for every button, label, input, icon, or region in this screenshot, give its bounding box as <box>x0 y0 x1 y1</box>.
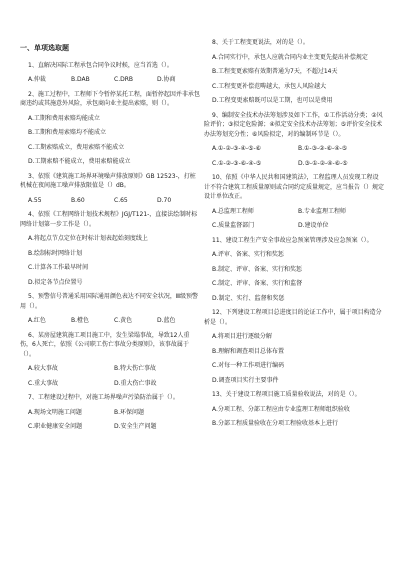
option: B.制定、评审、备案、实行和奖惩 <box>212 265 303 273</box>
question-1: 1、直解决国际工程承包合同争议时候，应当首选（）。 <box>28 61 173 69</box>
option: B.环保问题 <box>114 408 145 416</box>
option: A.合同实行中，承包人应就合同内业主变更先提出补偿规定 <box>212 53 368 61</box>
option: B.专业监理工程师 <box>298 207 347 215</box>
question-5-options <box>28 316 200 326</box>
option: A.将起点节点定位在时标计划表起始刻度线上 <box>28 235 148 242</box>
option: C.DRB <box>114 76 134 83</box>
option: C.对每一种工作项进行编码 <box>212 362 285 369</box>
option: D.安全生产问题 <box>114 423 157 430</box>
option: C.计算各工作最早时间 <box>28 264 89 271</box>
option: A.总监理工程师 <box>212 207 254 215</box>
option: D.70 <box>157 196 172 204</box>
question-7: 7、工程建设过程中，对施工场界噪声污染防治属于（）。 <box>28 394 179 401</box>
question-7-options-cd <box>28 422 200 432</box>
option: B.①-③-②-⑥-④-⑤ <box>298 145 348 152</box>
question-6-options-ab <box>28 364 200 374</box>
option: D.重大伤亡事故 <box>114 379 157 387</box>
option: D.工程变更索赔既可以是工期，也可以是费用 <box>212 97 333 104</box>
option: C.重大事故 <box>28 379 59 387</box>
option: D.工期索赔不能成立，费用索赔能成立 <box>28 158 131 165</box>
option: C.质量监督部门 <box>212 222 255 229</box>
question-1-options <box>28 75 200 85</box>
question-4: 4、依照《工程网络计划技术规程》JGJ/T121-，直接法绘制时标网络计划第一步工作是（）。 <box>20 211 198 228</box>
option: B.工程变更索赔有效期普通为7天，不超过14天 <box>212 68 338 75</box>
option: C.工程变更补偿范畴越大，承包人风险越大 <box>212 82 327 90</box>
question-2: 2、施工过程中，工程师下令暂停某托工程，面暂停起因并非承包商违约或其施意外风险，承包商向业主提出索赔，则（）。 <box>20 90 200 107</box>
option: B.DAB <box>71 76 90 83</box>
right-column <box>204 38 384 434</box>
option: C.职业健康安全问题 <box>28 423 83 430</box>
question-6: 6、某房屋建筑施工项目施工中，发生梁塌事故，导致12人重伤，6人死亡，依照《公司职工伤亡事故分类原则》，该事故属于（）。 <box>20 331 190 358</box>
question-8: 8、关于工程变更说法，对的是（）。 <box>212 39 309 46</box>
option: B.60 <box>71 196 85 204</box>
question-6-options-cd <box>28 379 200 389</box>
option: D.蓝色 <box>157 317 176 324</box>
section-title: 一、单项选取题 <box>20 44 69 52</box>
question-9-options-ab <box>212 144 384 154</box>
option: D.③-①-②-④-⑥-⑤ <box>298 159 348 167</box>
question-13: 13、关于建设工程项目施工质量验收说法，对的是（）。 <box>212 391 361 398</box>
option: D.协商 <box>157 76 176 83</box>
option: C.黄色 <box>114 317 133 324</box>
option: D.制定、实行、监督和奖惩 <box>212 294 285 302</box>
question-5: 5、预警信号普通采用国际通用颜色表达不同安全状况，Ⅲ级预警用（）。 <box>20 293 198 310</box>
option: A.工期和费用索赔均能成立 <box>28 114 100 122</box>
question-10-options-cd <box>212 221 384 231</box>
option: D.拟定各节点位置号 <box>28 278 83 286</box>
option: B.橙色 <box>71 317 90 324</box>
option: A.较大事故 <box>28 365 58 372</box>
option: A.仲裁 <box>28 76 46 83</box>
option: A.分项工程、分部工程应由专业监理工程师组织验收 <box>212 405 350 413</box>
option: D.调查项目实行主要事件 <box>212 376 279 384</box>
option: D.建设单位 <box>298 222 329 229</box>
option: B.理解和调查项目总体布置 <box>212 347 285 355</box>
option: A.55 <box>28 196 42 204</box>
option: C.65 <box>114 196 128 204</box>
question-3: 3、依照《建筑施工场界环境噪声排放原则》GB 12523-，打桩机械在夜间施工噪声排放限值是（）dB。 <box>20 172 196 189</box>
left-column <box>20 0 200 437</box>
option: B.绘制标时网络计划 <box>28 249 83 257</box>
option: A.评审、备案、实行和奖惩 <box>212 251 284 258</box>
question-3-options <box>28 196 200 206</box>
question-10: 10、依照《中华人民共和国建筑法》，工程监理人员发现工程设计不符合建筑工程质量原则或合同约定质量规定，应当报告（）规定设计单位改正。 <box>204 174 385 200</box>
option: B.特大伤亡事故 <box>114 365 157 372</box>
question-11: 11、建设工程生产安全事故应急预案管理涉及应急预案（）。 <box>212 236 373 244</box>
option: A.红色 <box>28 317 46 324</box>
question-9: 9、编制安全技术办法筹划涉及如下工作，①工作活动分类；②风险评价；③拟定危险源；④拟定安全技术办法筹划；⑤评价安全技术办法筹划充分性；⑥风险拟定，对的编制环节是（）。 <box>204 111 383 138</box>
option: A.①-②-③-④-⑤-⑥ <box>212 145 262 152</box>
option: A.现场文明施工问题 <box>28 408 82 416</box>
option: C.工期索赔成立，费用索赔不能成立 <box>28 143 125 151</box>
option: B.工期和费用索赔均不能成立 <box>28 129 107 136</box>
question-12: 12、下列建设工程项目总进度目的论证工作中，属于项目构造分析是（）。 <box>204 309 382 326</box>
option: A.将项目进行逐级分解 <box>212 333 272 340</box>
question-10-options-ab <box>212 207 384 217</box>
option: C.制定、评审、备案、实行和监督 <box>212 280 303 287</box>
question-7-options-ab <box>28 408 200 418</box>
option: C.①-②-③-⑥-④-⑤ <box>212 159 262 167</box>
question-9-options-cd <box>212 159 384 169</box>
option: B.分部工程质量验收在分项工程验收基本上进行 <box>212 420 339 427</box>
